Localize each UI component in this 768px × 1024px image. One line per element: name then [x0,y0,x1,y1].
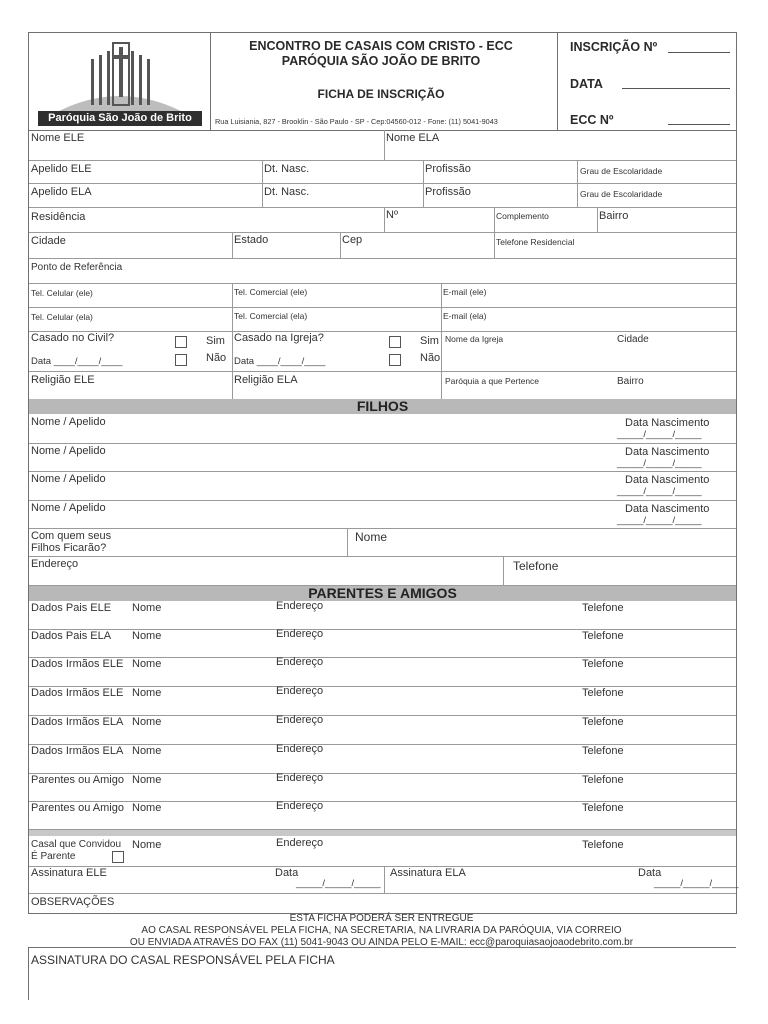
dt-nasc-ele-field[interactable]: Dt. Nasc. [264,163,310,175]
parish-title: PARÓQUIA SÃO JOÃO DE BRITO [281,54,481,68]
tel-celular-ela-field[interactable]: Tel. Celular (ela) [31,312,93,322]
row-ponto-ref [29,258,736,284]
parente-telefone-field[interactable]: Telefone [582,745,624,757]
parish-address: Rua Luisiania, 827 - Brooklin - São Paulo - SP - Cep:04560-012 - Fone: (11) 5041-9043 [215,117,498,126]
complemento-field[interactable]: Complemento [496,211,549,221]
parente-label: Dados Pais ELE [31,602,112,614]
row-assinaturas [29,866,739,894]
parente-nome-field[interactable]: Nome [132,687,162,699]
casado-igreja-sim-checkbox[interactable] [389,336,401,348]
row-nomes [29,130,736,161]
parente-row-7 [29,773,736,802]
grau-ela-field[interactable]: Grau de Escolaridade [580,189,663,199]
parente-endereco-field[interactable]: Endereço [276,800,324,812]
parente-nome-field[interactable]: Nome [132,802,162,814]
filho-data-label: Data Nascimento [625,503,710,515]
nao-label-2: Não [420,352,441,364]
parente-row-1 [29,601,736,630]
data-ele-label: Data [275,867,299,879]
parente-telefone-field[interactable]: Telefone [582,802,624,814]
row-casal-convidou [29,836,736,867]
data-field[interactable] [622,88,730,89]
row-tel-ele [29,283,736,308]
filhos-ficarao-label: Filhos Ficarão? [31,542,107,554]
form-header [29,33,736,131]
casado-igreja-label: Casado na Igreja? [234,332,324,344]
casal-endereco-field[interactable]: Endereço [276,837,324,849]
event-title: ENCONTRO DE CASAIS COM CRISTO - ECC [249,39,513,53]
observacoes-field[interactable]: OBSERVAÇÕES [31,896,115,908]
casado-civil-nao-checkbox[interactable] [175,354,187,366]
estado-field[interactable]: Estado [234,234,269,246]
parente-nome-field[interactable]: Nome [132,716,162,728]
parente-row-5 [29,715,736,745]
assinatura-ele-field[interactable]: Assinatura ELE [31,867,107,879]
sim-label-2: Sim [420,335,439,347]
parente-endereco-field[interactable]: Endereço [276,772,324,784]
row-tel-ela [29,307,736,332]
tel-comercial-ele-field[interactable]: Tel. Comercial (ele) [234,287,308,297]
parente-endereco-field[interactable]: Endereço [276,656,324,668]
filho-row-3 [29,471,736,501]
bairro-field[interactable]: Bairro [599,210,629,222]
ecc-label: ECC Nº [570,113,614,127]
nome-ele-field[interactable]: Nome ELE [31,132,85,144]
row-cidade [29,232,736,259]
row-casado [29,331,736,372]
ecc-field[interactable] [668,124,730,125]
parente-endereco-field[interactable]: Endereço [276,685,324,697]
parente-row-3 [29,657,736,687]
parente-row-2 [29,629,736,658]
e-parente-label: É Parente [31,851,76,862]
parente-row-6 [29,744,736,774]
parente-nome-field[interactable]: Nome [132,745,162,757]
inscricao-label: INSCRIÇÃO Nº [570,40,658,54]
data-ela-label: Data [638,867,662,879]
filho-data-field[interactable]: _____/_____/_____ [617,515,702,526]
cidade-igreja-field[interactable]: Cidade [617,334,649,345]
row-apelido-ele [29,160,736,184]
filhos-section-header: FILHOS [29,399,736,414]
casal-responsavel-signature-box[interactable] [28,947,736,1000]
parish-logo [29,33,211,130]
parente-label: Parentes ou Amigo [31,774,124,786]
data-label: DATA [570,77,603,91]
filho-nome-field[interactable]: Nome / Apelido [31,502,106,514]
row-endereco-filhos [29,556,736,586]
filho-nome-field[interactable]: Nome / Apelido [31,473,106,485]
dt-nasc-ela-field[interactable]: Dt. Nasc. [264,186,310,198]
profissao-ela-field[interactable]: Profissão [425,186,471,198]
parente-endereco-field[interactable]: Endereço [276,600,324,612]
e-parente-checkbox[interactable] [112,851,124,863]
parente-nome-field[interactable]: Nome [132,658,162,670]
form-title: FICHA DE INSCRIÇÃO [317,87,445,101]
row-religiao [29,371,736,400]
filho-row-2 [29,443,736,472]
email-ele-field[interactable]: E-mail (ele) [443,287,487,297]
casal-convidou-label: Casal que Convidou [31,839,122,850]
filho-nome-field[interactable]: Nome / Apelido [31,445,106,457]
filho-data-field[interactable]: _____/_____/_____ [617,486,702,497]
parente-label: Dados Irmãos ELE [31,687,124,699]
row-apelido-ela [29,183,736,208]
parente-nome-field[interactable]: Nome [132,602,162,614]
filho-data-label: Data Nascimento [625,417,710,429]
tel-residencial-field[interactable]: Telefone Residencial [496,237,575,247]
filho-data-label: Data Nascimento [625,474,710,486]
parente-nome-field[interactable]: Nome [132,630,162,642]
parente-endereco-field[interactable]: Endereço [276,743,324,755]
endereco-filhos-field[interactable]: Endereço [31,558,79,570]
filho-data-field[interactable]: _____/_____/_____ [617,458,702,469]
cep-field[interactable]: Cep [342,234,363,246]
assinatura-casal-label: ASSINATURA DO CASAL RESPONSÁVEL PELA FICHA [31,953,335,967]
com-quem-nome-field[interactable]: Nome [355,530,388,544]
parente-label: Dados Irmãos ELE [31,658,124,670]
sim-label: Sim [206,335,225,347]
parente-telefone-field[interactable]: Telefone [582,602,624,614]
profissao-ele-field[interactable]: Profissão [425,163,471,175]
email-ela-field[interactable]: E-mail (ela) [443,311,487,321]
parente-telefone-field[interactable]: Telefone [582,630,624,642]
parente-nome-field[interactable]: Nome [132,774,162,786]
parente-telefone-field[interactable]: Telefone [582,716,624,728]
casal-nome-field[interactable]: Nome [132,839,162,851]
tel-comercial-ela-field[interactable]: Tel. Comercial (ela) [234,311,308,321]
religiao-ela-field[interactable]: Religião ELA [234,374,298,386]
parente-row-4 [29,686,736,716]
data-ela-field[interactable]: _____/_____/_____ [654,878,739,889]
bairro-paroquia-field[interactable]: Bairro [617,376,644,387]
casado-civil-sim-checkbox[interactable] [175,336,187,348]
nome-igreja-field[interactable]: Nome da Igreja [445,334,504,344]
residencia-field[interactable]: Residência [31,211,86,223]
parente-label: Dados Pais ELA [31,630,112,642]
nome-ela-field[interactable]: Nome ELA [386,132,440,144]
row-observacoes [29,893,736,913]
cidade-field[interactable]: Cidade [31,235,66,247]
filho-data-field[interactable]: _____/_____/_____ [617,429,702,440]
tel-celular-ele-field[interactable]: Tel. Celular (ele) [31,288,93,298]
inscricao-field[interactable] [668,52,730,53]
apelido-ela-field[interactable]: Apelido ELA [31,186,92,198]
parente-endereco-field[interactable]: Endereço [276,628,324,640]
casado-igreja-data-field[interactable]: Data ____/____/____ [234,356,326,367]
registration-form [28,32,737,914]
parente-label: Dados Irmãos ELA [31,745,124,757]
telefone-filhos-field[interactable]: Telefone [513,559,559,573]
casado-civil-data-field[interactable]: Data ____/____/____ [31,356,123,367]
row-residencia [29,207,736,233]
filho-row-1 [29,414,736,444]
religiao-ele-field[interactable]: Religião ELE [31,374,95,386]
casado-civil-label: Casado no Civil? [31,332,115,344]
parente-telefone-field[interactable]: Telefone [582,687,624,699]
casal-telefone-field[interactable]: Telefone [582,839,624,851]
filho-nome-field[interactable]: Nome / Apelido [31,416,106,428]
paroquia-pertence-field[interactable]: Paróquia a que Pertence [445,376,540,386]
data-ele-field[interactable]: _____/_____/_____ [296,878,381,889]
logo-text: Paróquia São João de Brito [38,111,202,126]
parente-label: Dados Irmãos ELA [31,716,124,728]
parentes-section-header: PARENTES E AMIGOS [29,586,736,601]
assinatura-ela-field[interactable]: Assinatura ELA [390,867,466,879]
parente-telefone-field[interactable]: Telefone [582,658,624,670]
apelido-ele-field[interactable]: Apelido ELE [31,163,92,175]
filho-data-label: Data Nascimento [625,446,710,458]
footer-line-3: OU ENVIADA ATRAVÉS DO FAX (11) 5041-9043 OU AINDA PELO E-MAIL: ecc@paroquiasaojoaodebrito.com.br [129,937,634,948]
parente-endereco-field[interactable]: Endereço [276,714,324,726]
footer-line-2: AO CASAL RESPONSÁVEL PELA FICHA, NA SECRETARIA, NA LIVRARIA DA PARÓQUIA, VIA CORREIO [141,925,622,936]
casado-igreja-nao-checkbox[interactable] [389,354,401,366]
parente-telefone-field[interactable]: Telefone [582,774,624,786]
grau-ele-field[interactable]: Grau de Escolaridade [580,166,663,176]
footer-line-1: ESTA FICHA PODERÁ SER ENTREGUE [289,913,474,924]
nao-label: Não [206,352,227,364]
filho-row-4 [29,500,736,529]
office-use-box [557,33,737,130]
com-quem-label: Com quem seus [31,530,112,542]
parente-row-8 [29,801,736,830]
row-com-quem [29,528,736,557]
ponto-ref-field[interactable]: Ponto de Referência [31,262,123,273]
parente-label: Parentes ou Amigo [31,802,124,814]
numero-field[interactable]: Nº [386,209,398,221]
